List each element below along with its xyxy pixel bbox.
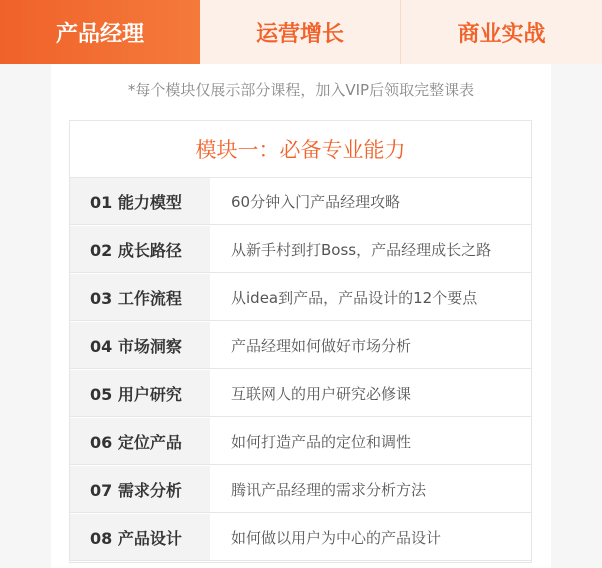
tab-business-practice[interactable]: 商业实战 [401,0,602,64]
lesson-description: 从新手村到打Boss，产品经理成长之路 [210,226,531,273]
lesson-name: 03 工作流程 [70,274,210,321]
module-table [69,120,532,563]
tab-bar [0,0,602,64]
module-title: 模块一：必备专业能力 [70,121,531,178]
lesson-description: 如何做以用户为中心的产品设计 [210,514,531,561]
lesson-name: 05 用户研究 [70,370,210,417]
tab-product-manager[interactable]: 产品经理 [0,0,200,64]
lesson-name: 02 成长路径 [70,226,210,273]
lesson-name: 07 需求分析 [70,466,210,513]
table-row [70,370,531,418]
table-row [70,514,531,562]
table-row [70,274,531,322]
lesson-name: 04 市场洞察 [70,322,210,369]
table-row [70,322,531,370]
lesson-name: 01 能力模型 [70,178,210,225]
table-row [70,466,531,514]
table-row [70,178,531,226]
table-row [70,418,531,466]
course-card [51,64,551,568]
lesson-description: 从idea到产品，产品设计的12个要点 [210,274,531,321]
tab-operations-growth[interactable]: 运营增长 [200,0,401,64]
lesson-name: 06 定位产品 [70,418,210,465]
lesson-description: 60分钟入门产品经理攻略 [210,178,531,225]
lesson-name: 08 产品设计 [70,514,210,561]
lesson-description: 如何打造产品的定位和调性 [210,418,531,465]
vip-note: *每个模块仅展示部分课程，加入VIP后领取完整课表 [127,80,475,99]
lesson-description: 腾讯产品经理的需求分析方法 [210,466,531,513]
lesson-description: 产品经理如何做好市场分析 [210,322,531,369]
lesson-description: 互联网人的用户研究必修课 [210,370,531,417]
table-row [70,226,531,274]
